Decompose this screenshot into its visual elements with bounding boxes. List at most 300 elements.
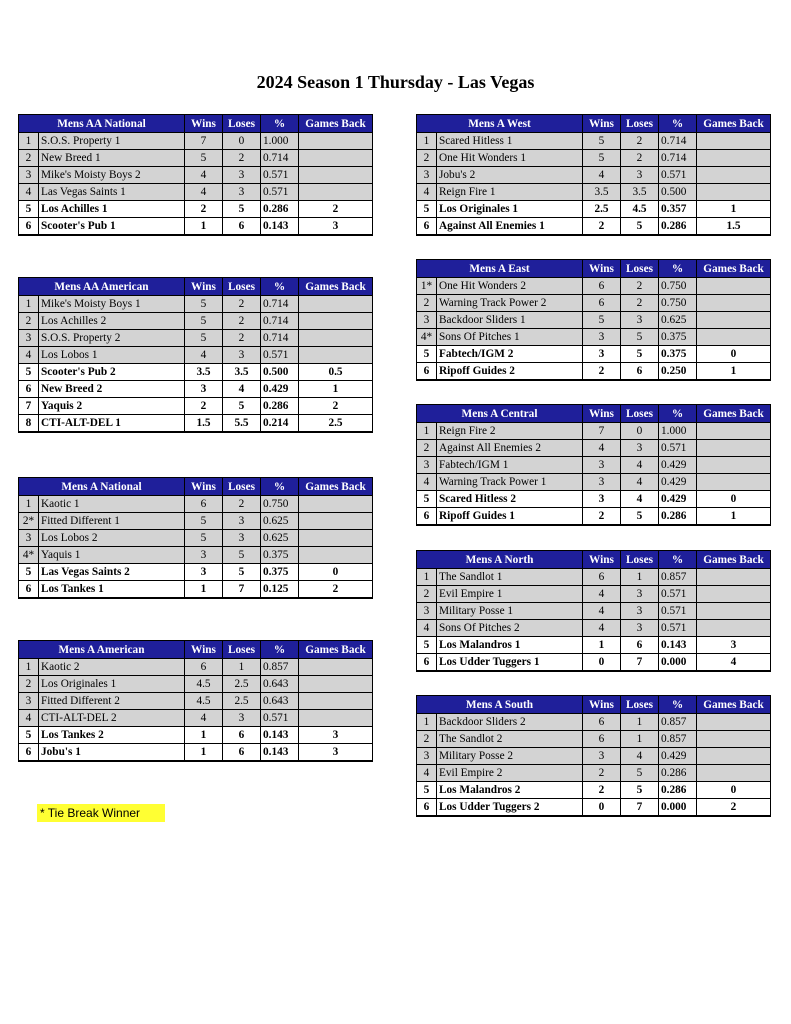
loses-header: Loses [621,405,659,423]
header-row [417,405,771,423]
games-back-header: Games Back [299,478,373,496]
table-row [19,330,373,347]
pct-cell: 0.286 [261,201,299,218]
pct-cell: 0.714 [659,133,697,150]
rank-cell: 5 [417,782,437,799]
games-back-cell: 2 [299,581,373,599]
loses-cell: 7 [621,799,659,817]
wins-cell: 5 [583,312,621,329]
games-back-cell [299,547,373,564]
table-row [417,346,771,363]
team-name: Los Originales 1 [437,201,583,218]
pct-cell: 0.643 [261,676,299,693]
rank-cell: 8 [19,415,39,433]
loses-cell: 7 [223,581,261,599]
team-name: Las Vegas Saints 2 [39,564,185,581]
games-back-cell [697,603,771,620]
team-name: Evil Empire 2 [437,765,583,782]
loses-cell: 2 [223,496,261,513]
team-name: Scared Hitless 1 [437,133,583,150]
division-name: Mens A National [19,478,185,496]
team-name: New Breed 1 [39,150,185,167]
team-name: Los Tankes 1 [39,581,185,599]
loses-cell: 3 [621,440,659,457]
rank-cell: 6 [19,581,39,599]
pct-cell: 0.571 [659,620,697,637]
table-row [19,133,373,150]
wins-cell: 4 [583,620,621,637]
wins-cell: 4 [185,184,223,201]
table-row [417,150,771,167]
table-row [19,296,373,313]
pct-cell: 0.857 [659,714,697,731]
division-name: Mens A East [417,260,583,278]
wins-header: Wins [185,115,223,133]
table-row [417,569,771,586]
games-back-cell [697,423,771,440]
team-name: Backdoor Sliders 2 [437,714,583,731]
pct-header: % [261,641,299,659]
loses-cell: 5.5 [223,415,261,433]
team-name: New Breed 2 [39,381,185,398]
table-row [19,676,373,693]
games-back-cell: 1 [697,201,771,218]
team-name: Reign Fire 1 [437,184,583,201]
pct-cell: 0.286 [261,398,299,415]
pct-cell: 0.143 [261,727,299,744]
games-back-cell [299,150,373,167]
rank-cell: 6 [417,218,437,236]
pct-header: % [261,478,299,496]
loses-header: Loses [621,551,659,569]
games-back-cell [697,620,771,637]
games-back-cell: 3 [299,727,373,744]
games-back-cell: 1 [299,381,373,398]
wins-cell: 3 [185,381,223,398]
table-row [19,398,373,415]
pct-cell: 0.571 [261,167,299,184]
loses-header: Loses [223,278,261,296]
rank-cell: 5 [417,346,437,363]
table-row [19,693,373,710]
pct-cell: 1.000 [261,133,299,150]
games-back-cell [697,586,771,603]
pct-cell: 0.375 [261,564,299,581]
division-name: Mens A Central [417,405,583,423]
loses-cell: 3 [223,184,261,201]
loses-header: Loses [621,260,659,278]
table-row [417,586,771,603]
wins-cell: 5 [185,296,223,313]
table-row [417,457,771,474]
loses-cell: 3 [621,603,659,620]
pct-cell: 0.571 [261,347,299,364]
rank-cell: 4 [417,765,437,782]
pct-header: % [659,260,697,278]
loses-cell: 3 [223,710,261,727]
games-back-cell [299,133,373,150]
wins-cell: 3.5 [185,364,223,381]
rank-cell: 3 [19,693,39,710]
wins-cell: 4.5 [185,693,223,710]
division-name: Mens A North [417,551,583,569]
pct-cell: 0.143 [261,744,299,762]
games-back-header: Games Back [697,115,771,133]
loses-cell: 5 [223,547,261,564]
games-back-cell [299,710,373,727]
rank-cell: 3 [417,748,437,765]
rank-cell: 2 [417,295,437,312]
rank-cell: 6 [417,654,437,672]
pct-cell: 0.125 [261,581,299,599]
pct-cell: 0.714 [261,296,299,313]
standings-table-mens-a-national [18,477,373,599]
team-name: Scooter's Pub 2 [39,364,185,381]
team-name: Sons Of Pitches 1 [437,329,583,346]
rank-cell: 5 [19,564,39,581]
rank-cell: 1 [19,659,39,676]
rank-cell: 6 [417,799,437,817]
loses-header: Loses [223,641,261,659]
table-row [417,363,771,381]
games-back-cell [299,659,373,676]
wins-cell: 4 [185,347,223,364]
rank-cell: 3 [417,312,437,329]
team-name: The Sandlot 1 [437,569,583,586]
standings-table-mens-a-north [416,550,771,672]
wins-cell: 1 [185,581,223,599]
division-name: Mens AA National [19,115,185,133]
pct-cell: 0.143 [261,218,299,236]
team-name: Evil Empire 1 [437,586,583,603]
team-name: Fitted Different 1 [39,513,185,530]
wins-header: Wins [583,260,621,278]
games-back-cell [697,440,771,457]
rank-cell: 6 [19,381,39,398]
games-back-cell [697,329,771,346]
pct-cell: 0.375 [659,329,697,346]
team-name: Los Achilles 1 [39,201,185,218]
games-back-cell: 2.5 [299,415,373,433]
games-back-header: Games Back [299,278,373,296]
pct-cell: 0.286 [659,782,697,799]
table-row [417,731,771,748]
loses-cell: 2.5 [223,693,261,710]
pct-cell: 0.714 [261,313,299,330]
pct-cell: 0.857 [659,569,697,586]
loses-cell: 5 [223,201,261,218]
pct-cell: 0.286 [659,218,697,236]
table-row [19,513,373,530]
header-row [417,115,771,133]
team-name: CTI-ALT-DEL 1 [39,415,185,433]
loses-cell: 2.5 [223,676,261,693]
rank-cell: 1 [417,423,437,440]
loses-cell: 5 [223,398,261,415]
team-name: Fitted Different 2 [39,693,185,710]
loses-cell: 6 [621,637,659,654]
loses-cell: 2 [621,133,659,150]
wins-cell: 2.5 [583,201,621,218]
wins-cell: 1 [583,637,621,654]
games-back-cell [697,474,771,491]
wins-cell: 6 [185,659,223,676]
loses-cell: 2 [621,295,659,312]
games-back-cell: 1.5 [697,218,771,236]
loses-cell: 0 [621,423,659,440]
wins-cell: 0 [583,799,621,817]
rank-cell: 6 [19,218,39,236]
loses-cell: 3 [621,586,659,603]
wins-cell: 6 [185,496,223,513]
loses-header: Loses [621,696,659,714]
loses-cell: 2 [621,150,659,167]
pct-cell: 0.429 [659,748,697,765]
table-row [417,508,771,526]
wins-cell: 2 [583,765,621,782]
pct-cell: 0.250 [659,363,697,381]
team-name: Jobu's 1 [39,744,185,762]
wins-cell: 3 [583,329,621,346]
team-name: Warning Track Power 1 [437,474,583,491]
rank-cell: 5 [417,491,437,508]
games-back-cell [299,313,373,330]
wins-cell: 2 [583,782,621,799]
team-name: Warning Track Power 2 [437,295,583,312]
rank-cell: 4 [417,474,437,491]
standings-table-mens-aa-american [18,277,373,433]
team-name: Military Posse 1 [437,603,583,620]
team-name: Fabtech/IGM 2 [437,346,583,363]
team-name: Yaquis 1 [39,547,185,564]
pct-cell: 0.286 [659,765,697,782]
pct-cell: 0.625 [659,312,697,329]
loses-cell: 3 [223,530,261,547]
division-name: Mens A South [417,696,583,714]
pct-cell: 0.714 [261,330,299,347]
games-back-cell: 0 [697,782,771,799]
pct-cell: 0.643 [261,693,299,710]
team-name: Los Udder Tuggers 2 [437,799,583,817]
pct-cell: 0.857 [261,659,299,676]
wins-cell: 3 [583,457,621,474]
team-name: Ripoff Guides 2 [437,363,583,381]
team-name: Fabtech/IGM 1 [437,457,583,474]
games-back-cell: 1 [697,363,771,381]
rank-cell: 5 [417,201,437,218]
pct-cell: 0.750 [659,295,697,312]
games-back-cell [697,765,771,782]
team-name: Los Malandros 1 [437,637,583,654]
table-row [417,312,771,329]
team-name: Mike's Moisty Boys 2 [39,167,185,184]
pct-cell: 0.750 [261,496,299,513]
standings-table-mens-aa-national [18,114,373,236]
loses-cell: 6 [223,218,261,236]
standings-table-mens-a-american [18,640,373,762]
team-name: Sons Of Pitches 2 [437,620,583,637]
table-row [19,564,373,581]
rank-cell: 3 [19,167,39,184]
team-name: Los Originales 1 [39,676,185,693]
standings-table-mens-a-west [416,114,771,236]
wins-cell: 4 [583,167,621,184]
games-back-cell [299,530,373,547]
rank-cell: 5 [19,364,39,381]
wins-cell: 2 [583,218,621,236]
pct-cell: 0.625 [261,513,299,530]
team-name: Military Posse 2 [437,748,583,765]
wins-header: Wins [185,478,223,496]
wins-cell: 4 [185,167,223,184]
wins-cell: 6 [583,731,621,748]
table-row [417,603,771,620]
division-name: Mens A West [417,115,583,133]
wins-cell: 1.5 [185,415,223,433]
wins-cell: 1 [185,744,223,762]
table-row [19,496,373,513]
pct-cell: 1.000 [659,423,697,440]
loses-cell: 5 [621,346,659,363]
games-back-cell [697,457,771,474]
table-row [19,313,373,330]
pct-cell: 0.571 [659,167,697,184]
rank-cell: 2 [19,313,39,330]
games-back-cell [697,569,771,586]
pct-cell: 0.571 [659,586,697,603]
pct-cell: 0.571 [261,184,299,201]
team-name: Kaotic 2 [39,659,185,676]
pct-header: % [261,278,299,296]
wins-cell: 4 [583,586,621,603]
games-back-cell [299,167,373,184]
rank-cell: 5 [19,727,39,744]
loses-cell: 5 [621,765,659,782]
rank-cell: 1 [417,569,437,586]
wins-cell: 5 [583,133,621,150]
team-name: Scooter's Pub 1 [39,218,185,236]
games-back-cell [697,748,771,765]
table-row [19,201,373,218]
table-row [417,714,771,731]
standings-table-mens-a-south [416,695,771,817]
rank-cell: 1 [19,296,39,313]
games-back-cell [299,676,373,693]
games-back-cell: 2 [299,201,373,218]
rank-cell: 4* [19,547,39,564]
team-name: Kaotic 1 [39,496,185,513]
pct-cell: 0.286 [659,508,697,526]
division-name: Mens A American [19,641,185,659]
header-row [19,641,373,659]
loses-cell: 2 [223,330,261,347]
wins-header: Wins [583,551,621,569]
wins-header: Wins [583,405,621,423]
team-name: Los Lobos 2 [39,530,185,547]
loses-cell: 3.5 [621,184,659,201]
loses-cell: 3.5 [223,364,261,381]
wins-cell: 4 [583,603,621,620]
games-back-cell [697,731,771,748]
games-back-cell [697,167,771,184]
games-back-cell [299,496,373,513]
games-back-cell: 0 [697,346,771,363]
loses-cell: 5 [621,218,659,236]
table-row [19,659,373,676]
wins-cell: 5 [583,150,621,167]
loses-cell: 6 [223,744,261,762]
table-row [417,329,771,346]
games-back-cell [299,513,373,530]
games-back-cell: 3 [299,218,373,236]
pct-header: % [659,551,697,569]
loses-cell: 4.5 [621,201,659,218]
table-row [19,381,373,398]
games-back-cell: 0 [299,564,373,581]
loses-cell: 5 [621,508,659,526]
games-back-header: Games Back [299,641,373,659]
rank-cell: 3 [19,530,39,547]
team-name: Against All Enemies 1 [437,218,583,236]
loses-cell: 3 [621,312,659,329]
pct-cell: 0.214 [261,415,299,433]
pct-cell: 0.571 [659,440,697,457]
wins-cell: 2 [185,201,223,218]
loses-cell: 2 [223,313,261,330]
header-row [417,696,771,714]
wins-cell: 4 [185,710,223,727]
pct-cell: 0.714 [659,150,697,167]
table-row [19,364,373,381]
team-name: Los Malandros 2 [437,782,583,799]
table-row [417,491,771,508]
rank-cell: 1* [417,278,437,295]
rank-cell: 2 [417,150,437,167]
table-row [19,347,373,364]
team-name: Ripoff Guides 1 [437,508,583,526]
table-row [417,637,771,654]
rank-cell: 1 [19,133,39,150]
loses-cell: 5 [621,782,659,799]
loses-cell: 4 [621,491,659,508]
table-row [19,581,373,599]
team-name: Los Tankes 2 [39,727,185,744]
rank-cell: 1 [19,496,39,513]
rank-cell: 5 [417,637,437,654]
wins-cell: 5 [185,530,223,547]
wins-cell: 0 [583,654,621,672]
rank-cell: 2 [417,440,437,457]
rank-cell: 4 [417,620,437,637]
standings-table-mens-a-central [416,404,771,526]
rank-cell: 3 [417,167,437,184]
rank-cell: 4 [19,710,39,727]
loses-cell: 3 [621,620,659,637]
rank-cell: 4 [417,184,437,201]
table-row [417,133,771,150]
table-row [417,474,771,491]
table-row [417,748,771,765]
rank-cell: 2 [19,150,39,167]
loses-cell: 3 [223,347,261,364]
table-row [19,530,373,547]
pct-cell: 0.571 [261,710,299,727]
pct-header: % [261,115,299,133]
table-row [19,744,373,762]
games-back-cell: 0 [697,491,771,508]
table-row [417,201,771,218]
loses-cell: 0 [223,133,261,150]
